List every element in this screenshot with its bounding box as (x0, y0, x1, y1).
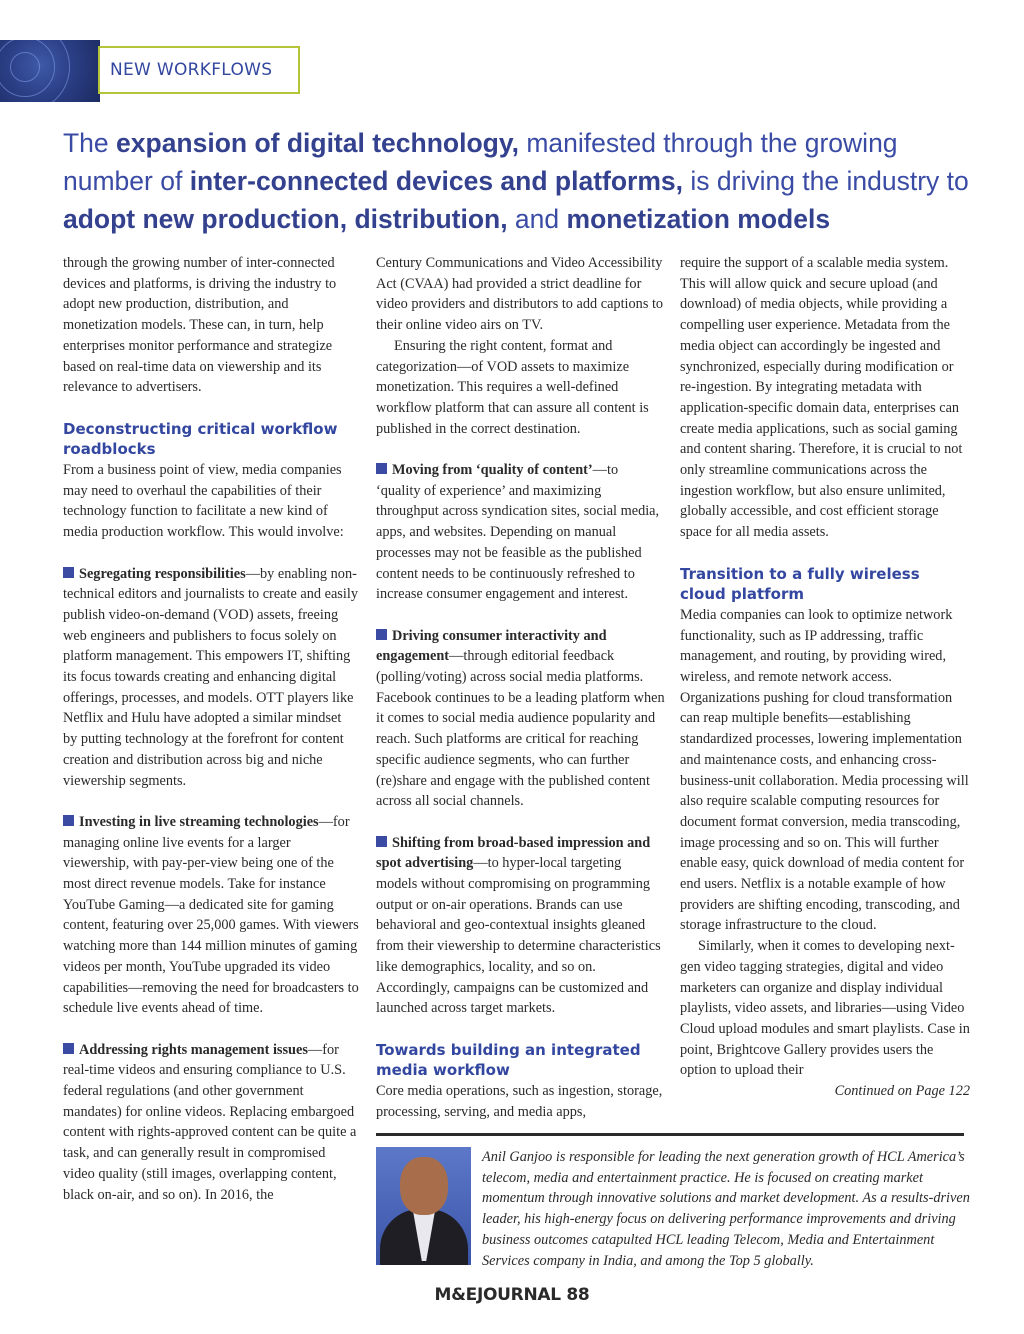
body-paragraph: through the growing number of inter-connected devices and platforms, is driving the industry to adopt new production, distribution, and monetization models. These can, in turn, help enterprises monitor performance and strategize based on real-time data on viewership and its relevance to advertisers. (63, 255, 337, 396)
bullet-lead: Driving consumer interactivity and engagement (376, 627, 607, 665)
bullet-lead: Segregating responsibilities (79, 565, 246, 582)
page-footer: M&EJOURNAL 88 (434, 1285, 590, 1305)
pull-quote-emphasis: inter-connected devices and platforms, (189, 166, 684, 196)
section-graphic (0, 40, 100, 102)
square-bullet-icon (63, 1043, 74, 1054)
continued-note: Continued on Page 122 (834, 1083, 970, 1100)
bullet-paragraph (376, 460, 666, 605)
body-paragraph: From a business point of view, media companies may need to overhaul the capabilities of their technology function to facilitate a new kind of media production workflow. This would involve: (63, 462, 344, 541)
pull-quote-emphasis: monetization models (566, 204, 831, 234)
section-tag (98, 46, 300, 94)
subheading: Transition to a fully wireless cloud platform (680, 564, 920, 604)
body-paragraph: require the support of a scalable media system. This will allow quick and secure upload (and download) of media objects, while providing a compelling user experience. Metadata from the media object can accordingly be ingested and synchronized, especially during modification or re-ingestion. By integrating metadata with application-specific domain data, enterprises can create media applications, such as social gaming and content sharing. Therefore, it is crucial to not only streamline communications across the ingestion workflow, but also ensure unlimited, globally accessible, and cost efficient storage space for all media assets. (680, 255, 963, 541)
square-bullet-icon (376, 463, 387, 474)
body-paragraph: Similarly, when it comes to developing next-gen video tagging strategies, digital and video marketers can organize and display individual playlists, video assets, and libraries—using Video Cloud upload modules and smart playlists. Case in point, Brightcove Gallery provides users the option to upload their (680, 938, 970, 1079)
bullet-text: —by enabling non-technical editors and journalists to create and easily publish video-on-demand (VOD) assets, freeing web engineers and publishers to focus solely on platform management. This empowers IT, shifting its focus towards creating and enhancing digital offerings, processes, and models. OTT players like Netflix and Hulu have adopted a similar mindset by putting technology at the forefront for content creation and distribution across big and niche viewership segments. (63, 565, 358, 789)
bullet-paragraph (63, 564, 359, 792)
body-paragraph: Century Communications and Video Accessibility Act (CVAA) had provided a strict deadline for video providers and distributors to add captions to their online video airs on TV. (376, 255, 664, 334)
square-bullet-icon (63, 815, 74, 826)
square-bullet-icon (376, 836, 387, 847)
author-photo (376, 1147, 471, 1265)
subheading: Deconstructing critical workflow roadblocks (63, 419, 338, 459)
bullet-text: —through editorial feedback (polling/voting) across social media platforms. Facebook continues to be a leading platform when it comes to social media audience popularity and reach. Such platforms are critical for reaching specific audience segments, who can further (re)share and engage with the published content across all social channels. (376, 648, 665, 810)
body-paragraph: Media companies can look to optimize network functionality, such as IP addressing, traffic management, and routing, by providing wired, wireless, and remote network access. Organizations pushing for cloud transformation can reap multiple benefits—establishing standardized processes, lowering implementation and maintenance costs, and enhancing cross-business-unit collaboration. Media processing will also require scalable computing resources for document format conversion, media transcoding, image processing and so on. This will further enable easy, quick download of media content for end users. Netflix is a notable example of how providers are shifting encoding, transcoding, and storage infrastructure to the cloud. (680, 606, 969, 934)
subheading: Towards building an integrated media workflow (376, 1040, 641, 1080)
pull-quote-text: The (63, 128, 117, 158)
bullet-paragraph (376, 833, 666, 1019)
square-bullet-icon (376, 629, 387, 640)
bullet-text: —for real-time videos and ensuring compliance to U.S. federal regulations (and other government mandates) for online videos. Replacing embargoed content with rights-approved content can be quite a task, and can generally result in compromised video quality (still images, overlapping content, black on-air, and so on). In 2016, the (63, 1041, 357, 1203)
author-photo-head (400, 1157, 448, 1215)
bullet-text: —to hyper-local targeting models without compromising on programming output or on-air operations. Brands can use behavioral and geo-contextual insights gleaned from their viewership to determine characteristics like demographics, locality, and so on. Accordingly, campaigns can be customized and launched across target markets. (376, 855, 661, 1017)
body-paragraph: Ensuring the right content, format and categorization—of VOD assets to maximize monetization. This requires a well-defined workflow platform that can assure all content is published in the correct destination. (376, 337, 649, 437)
bullet-paragraph (376, 626, 666, 812)
bullet-paragraph (63, 812, 359, 1019)
bio-divider (376, 1133, 964, 1136)
bullet-lead: Moving from ‘quality of content’ (392, 462, 593, 479)
article-column-2 (376, 253, 666, 1122)
bullet-lead: Addressing rights management issues (79, 1041, 308, 1058)
pull-quote-emphasis: adopt new production, distribution, (63, 204, 508, 234)
section-tag-label: NEW WORKFLOWS (110, 60, 273, 80)
author-bio: Anil Ganjoo is responsible for leading the next generation growth of HCL America’s telecom, media and entertainment practice. He is focused on creating market momentum through innovative solutions and market development. As a results-driven leader, his high-energy focus on delivering performance improvements and driving business outcomes catapulted HCL leading Telecom, Media and Entertainment Services company in India, and among the Top 5 globally. (482, 1149, 970, 1269)
article-column-3 (680, 253, 970, 1102)
square-bullet-icon (63, 567, 74, 578)
pull-quote-text: manifested through the growing number of (63, 128, 898, 196)
pull-quote-text: and (507, 204, 567, 234)
bullet-lead: Investing in live streaming technologies (79, 813, 319, 830)
body-paragraph: Core media operations, such as ingestion, storage, processing, serving, and media apps, (376, 1083, 663, 1120)
bullet-lead: Shifting from broad-based impression and spot advertising (376, 834, 651, 872)
pull-quote-emphasis: expansion of digital technology, (116, 128, 519, 158)
bullet-paragraph (63, 1040, 359, 1206)
pull-quote (63, 124, 993, 238)
bullet-text: —for managing online live events for a larger viewership, with pay-per-view being one of the most direct revenue models. Take for instance YouTube Gaming—a dedicated site for gaming content, featuring over 25,000 games. With viewers watching more than 144 million minutes of gaming videos per month, YouTube upgraded its video capabilities—removing the need for broadcasters to schedule live events ahead of time. (63, 813, 359, 1017)
bullet-text: —to ‘quality of experience’ and maximizing throughput across syndication sites, social media, apps, and websites. Depending on manual processes may not be feasible as the published content needs to be continuously refreshed to increase consumer engagement and interest. (376, 462, 660, 603)
pull-quote-text: is driving the industry to (683, 166, 969, 196)
article-column-1 (63, 253, 359, 1205)
